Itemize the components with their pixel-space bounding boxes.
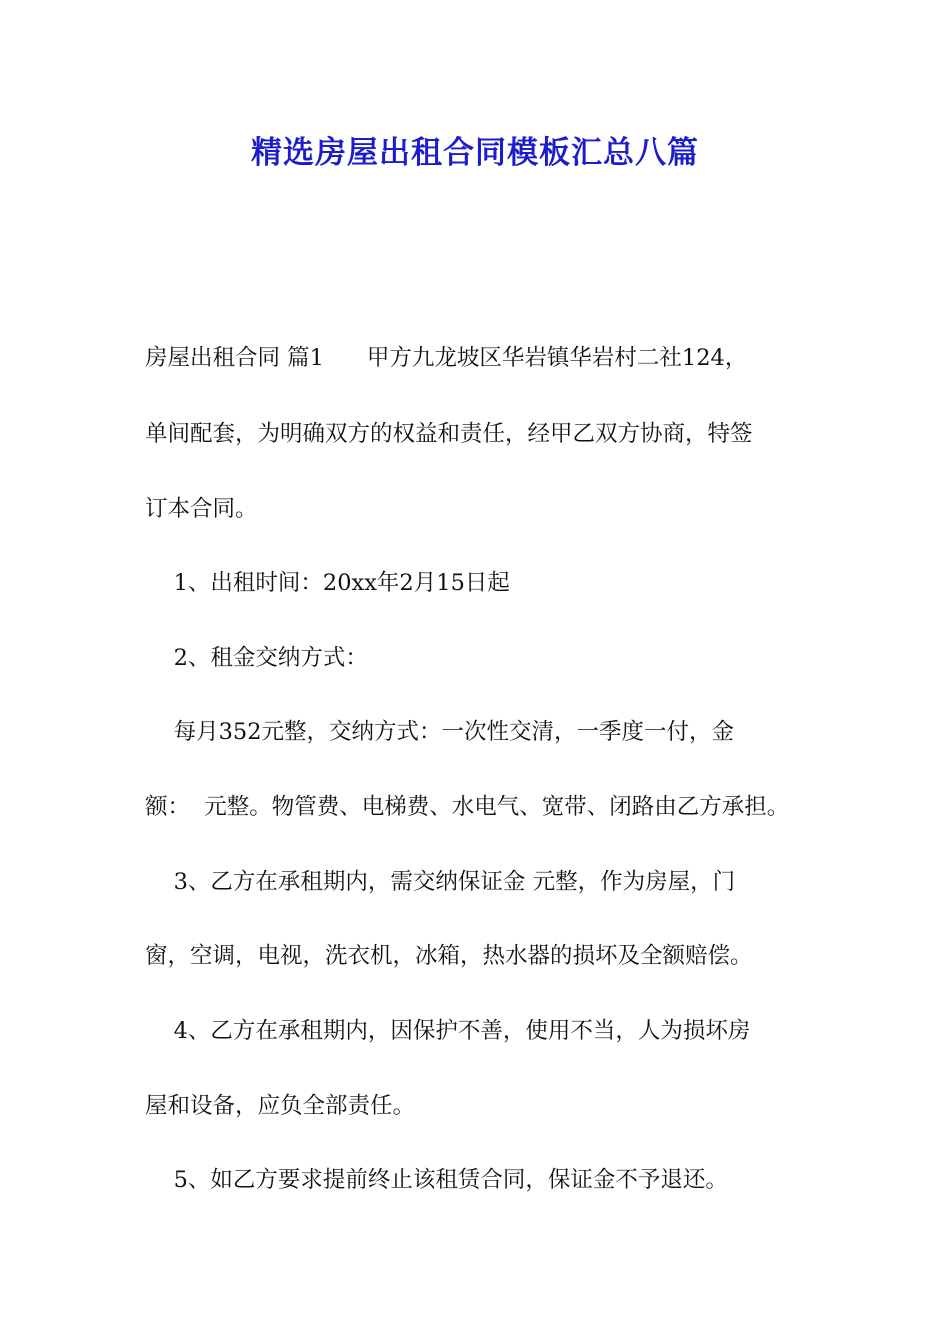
clause-1-line: 1、出租时间：20xx年2月15日起 xyxy=(145,570,510,596)
paragraph-line-2: 单间配套，为明确双方的权益和责任，经甲乙双方协商，特签 xyxy=(145,421,753,447)
paragraph-line-1: 房屋出租合同 篇1 甲方九龙坡区华岩镇华岩村二社124， xyxy=(145,345,748,371)
clause-5-line: 5、如乙方要求提前终止该租赁合同，保证金不予退还。 xyxy=(145,1167,728,1193)
clause-4-line-1: 4、乙方在承租期内，因保护不善，使用不当，人为损坏房 xyxy=(145,1018,751,1044)
clause-3-line-2: 窗，空调，电视，洗衣机，冰箱，热水器的损坏及全额赔偿。 xyxy=(145,943,753,969)
clause-2-detail-line-2: 额： 元整。物管费、电梯费、水电气、宽带、闭路由乙方承担。 xyxy=(145,794,790,820)
clause-4-line-2: 屋和设备，应负全部责任。 xyxy=(145,1093,416,1119)
clause-2-detail-line-1: 每月352元整，交纳方式：一次性交清，一季度一付，金 xyxy=(145,719,735,745)
paragraph-line-3: 订本合同。 xyxy=(145,496,258,522)
clause-3-line-1: 3、乙方在承租期内，需交纳保证金 元整，作为房屋，门 xyxy=(145,869,736,895)
document-title: 精选房屋出租合同模板汇总八篇 xyxy=(251,135,699,171)
clause-2-line: 2、租金交纳方式： xyxy=(145,645,368,671)
